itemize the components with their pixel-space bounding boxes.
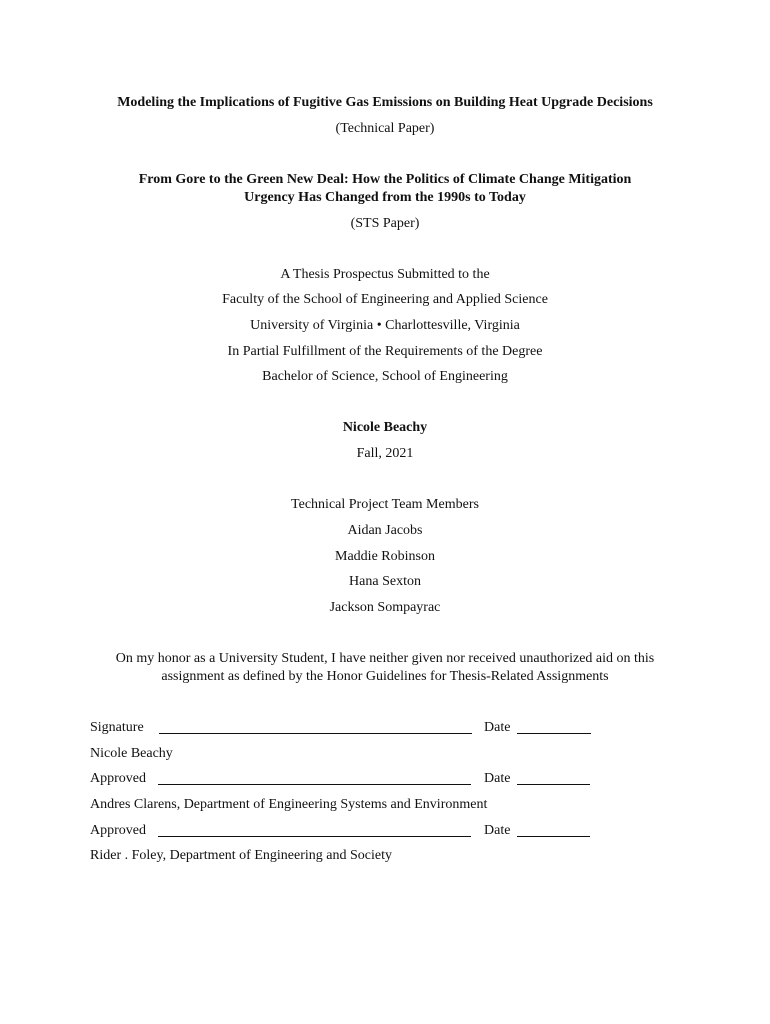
team-member: Jackson Sompayrac <box>329 600 441 615</box>
sts-paper-label: (STS Paper) <box>350 216 420 231</box>
approval-row-2 <box>90 822 610 840</box>
approved-label: Approved <box>90 823 146 838</box>
signature-row <box>90 719 610 737</box>
prospectus-line-3: University of Virginia • Charlottesville, Virginia <box>250 318 520 333</box>
team-heading: Technical Project Team Members <box>291 497 479 512</box>
signer-name: Nicole Beachy <box>90 746 173 761</box>
date-label: Date <box>484 823 511 838</box>
sts-paper-title-line-2: Urgency Has Changed from the 1990s to Today <box>244 190 526 205</box>
technical-paper-title: Modeling the Implications of Fugitive Gas Emissions on Building Heat Upgrade Decisions <box>117 95 653 110</box>
date-line[interactable] <box>517 733 591 734</box>
approver-2: Rider . Foley, Department of Engineering and Society <box>90 848 392 863</box>
sts-paper-title-line-1: From Gore to the Green New Deal: How the Politics of Climate Change Mitigation <box>138 172 632 187</box>
team-member: Maddie Robinson <box>335 549 435 564</box>
approved-label: Approved <box>90 771 146 786</box>
prospectus-line-2: Faculty of the School of Engineering and Applied Science <box>222 292 548 307</box>
honor-pledge-line-1: On my honor as a University Student, I have neither given nor received unauthorized aid on this <box>115 651 655 666</box>
honor-pledge-line-2: assignment as defined by the Honor Guidelines for Thesis-Related Assignments <box>161 669 609 684</box>
approver-1: Andres Clarens, Department of Engineering Systems and Environment <box>90 797 488 812</box>
team-member: Aidan Jacobs <box>347 523 423 538</box>
approval-signature-line[interactable] <box>158 784 471 785</box>
date-label: Date <box>484 720 511 735</box>
prospectus-line-5: Bachelor of Science, School of Engineering <box>262 369 508 384</box>
author-name: Nicole Beachy <box>342 420 428 435</box>
author-term: Fall, 2021 <box>356 446 414 461</box>
prospectus-line-1: A Thesis Prospectus Submitted to the <box>280 267 490 282</box>
prospectus-line-4: In Partial Fulfillment of the Requirements of the Degree <box>227 344 543 359</box>
signature-label: Signature <box>90 720 144 735</box>
approval-signature-line[interactable] <box>158 836 471 837</box>
approval-row-1 <box>90 770 610 788</box>
signature-line[interactable] <box>159 733 472 734</box>
date-label: Date <box>484 771 511 786</box>
date-line[interactable] <box>517 836 590 837</box>
date-line[interactable] <box>517 784 590 785</box>
team-member: Hana Sexton <box>349 574 421 589</box>
technical-paper-label: (Technical Paper) <box>335 121 435 136</box>
